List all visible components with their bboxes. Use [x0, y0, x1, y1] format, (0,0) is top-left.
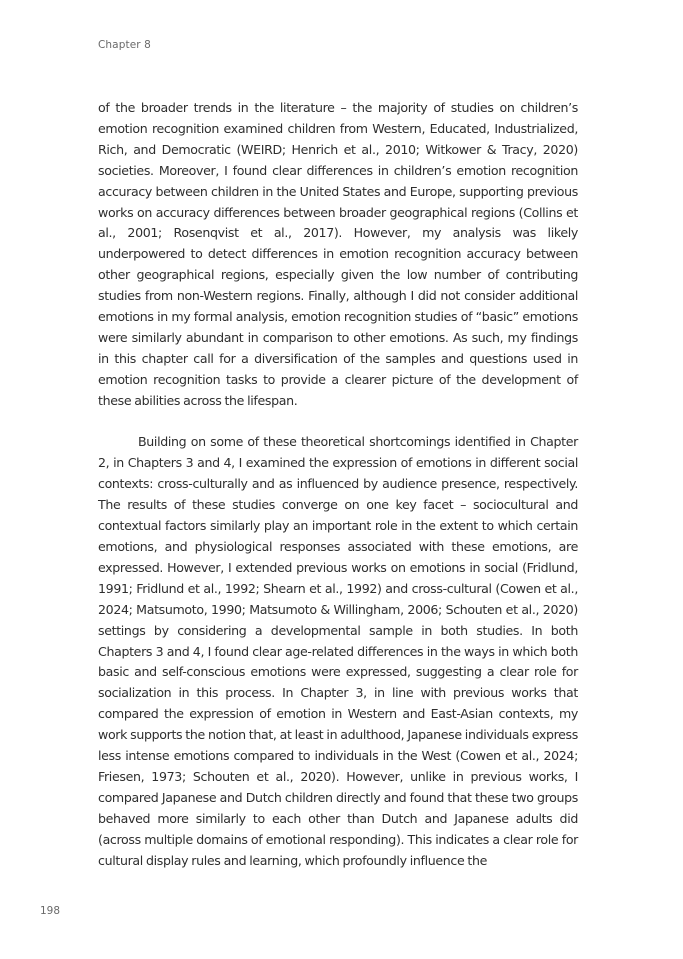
running-header: Chapter 8 — [98, 39, 151, 51]
paragraph-building-on: Building on some of these theoretical shortcomings identified in Chapter 2, in Chapters 3 and 4, I examined the expression of emotions in different social contexts: cross-culturally and as influenced by audience presence, respectively. The results of these studies converge on one key facet – sociocultural and contextual factors similarly play an important role in the extent to which certain emotions, and physiological responses associated with these emotions, are expressed. However, I extended previous works on emotions in social (Fridlund, 1991; Fridlund et al., 1992; Shearn et al., 1992) and cross-cultural (Cowen et al., 2024; Matsumoto, 1990; Matsumoto & Willingham, 2006; Schouten et al., 2020) settings by considering a developmental sample in both studies. In both Chapters 3 and 4, I found clear age-related differences in the ways in which both basic and self-conscious emotions were expressed, suggesting a clear role for socialization in this process. In Chapter 3, in line with previous works that compared the expression of emotion in Western and East-Asian contexts, my work supports the notion that, at least in adulthood, Japanese individuals express less intense emotions compared to individuals in the West (Cowen et al., 2024; Friesen, 1973; Schouten et al., 2020). However, unlike in previous works, I compared Japanese and Dutch children directly and found that these two groups behaved more similarly to each other than Dutch and Japanese adults did (across multiple domains of emotional responding). This indicates a clear role for cultural display rules and learning, which profoundly influence the — [98, 434, 578, 868]
paragraph-continued: of the broader trends in the literature – the majority of studies on children’s emotion recognition examined children from Western, Educated, Industrialized, Rich, and Democratic (WEIRD; Henrich et al., 2010; Witkower & Tracy, 2020) societies. Moreover, I found clear differences in children’s emotion recognition accuracy between children in the United States and Europe, supporting previous works on accuracy differences between broader geographical regions (Collins et al., 2001; Rosenqvist et al., 2017). However, my analysis was likely underpowered to detect differences in emotion recognition accuracy between other geographical regions, especially given the low number of contributing studies from non-Western regions. Finally, although I did not consider additional emotions in my formal analysis, emotion recognition studies of “basic” emotions were similarly abundant in comparison to other emotions. As such, my findings in this chapter call for a diversification of the samples and questions used in emotion recognition tasks to provide a clearer picture of the development of these abilities across the lifespan. — [98, 100, 578, 408]
page-number: 198 — [40, 905, 61, 917]
body-text — [98, 98, 578, 872]
